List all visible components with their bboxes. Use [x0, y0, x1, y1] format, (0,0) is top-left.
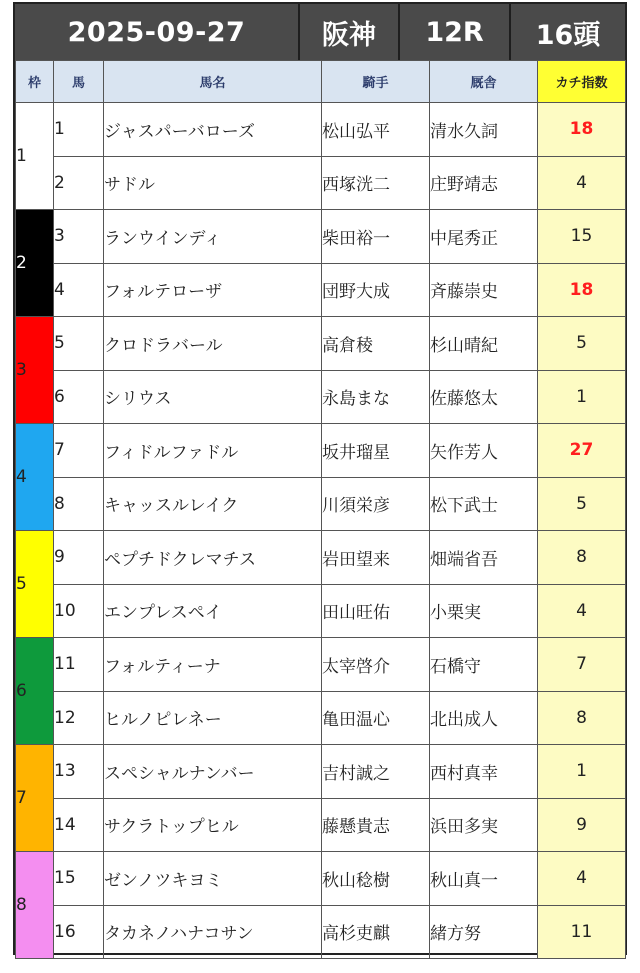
frame-number-cell: 4 [16, 424, 54, 531]
trainer-name: 秋山真一 [430, 852, 538, 906]
jockey-name: 吉村誠之 [322, 745, 430, 799]
horse-name: ジャスパーバローズ [104, 103, 322, 157]
kachi-index-value: 5 [538, 317, 626, 371]
trainer-name: 杉山晴紀 [430, 317, 538, 371]
horse-name: シリウス [104, 370, 322, 424]
horse-name: タカネノハナコサン [104, 905, 322, 959]
table-row [16, 477, 626, 531]
runner-count: 16頭 [535, 19, 601, 51]
kachi-index-value: 15 [538, 210, 626, 264]
frame-number-cell: 8 [16, 852, 54, 959]
table-row [16, 798, 626, 852]
table-row [16, 852, 626, 906]
horse-number: 6 [54, 370, 104, 424]
horse-number: 5 [54, 317, 104, 371]
trainer-name: 石橋守 [430, 638, 538, 692]
jockey-name: 岩田望来 [322, 531, 430, 585]
trainer-name: 北出成人 [430, 691, 538, 745]
horse-number: 4 [54, 263, 104, 317]
trainer-name: 佐藤悠太 [430, 370, 538, 424]
frame-number-cell: 6 [16, 638, 54, 745]
jockey-name: 川須栄彦 [322, 477, 430, 531]
table-row [16, 317, 626, 371]
kachi-index-value: 1 [538, 745, 626, 799]
frame-number-cell: 5 [16, 531, 54, 638]
kachi-index-value: 5 [538, 477, 626, 531]
table-row [16, 745, 626, 799]
kachi-index-value: 4 [538, 852, 626, 906]
frame-number-cell: 2 [16, 210, 54, 317]
horse-number: 2 [54, 156, 104, 210]
table-header-row [16, 61, 626, 103]
col-horse-name: 馬名 [104, 61, 322, 103]
horse-number: 9 [54, 531, 104, 585]
horse-number: 16 [54, 905, 104, 959]
table-row [16, 156, 626, 210]
trainer-name: 斉藤崇史 [430, 263, 538, 317]
jockey-name: 太宰啓介 [322, 638, 430, 692]
kachi-index-value: 9 [538, 798, 626, 852]
horse-name: エンプレスペイ [104, 584, 322, 638]
kachi-index-value: 7 [538, 638, 626, 692]
trainer-name: 畑端省吾 [430, 531, 538, 585]
jockey-name: 田山旺佑 [322, 584, 430, 638]
race-number: 12R [400, 4, 511, 60]
col-kachi-index: カチ指数 [538, 61, 626, 103]
jockey-name: 高杉吏麒 [322, 905, 430, 959]
kachi-index-value: 18 [538, 263, 626, 317]
col-jockey: 騎手 [322, 61, 430, 103]
horse-number: 14 [54, 798, 104, 852]
jockey-name: 柴田裕一 [322, 210, 430, 264]
kachi-index-value: 8 [538, 531, 626, 585]
jockey-name: 永島まな [322, 370, 430, 424]
horse-name: サドル [104, 156, 322, 210]
horse-name: スペシャルナンバー [104, 745, 322, 799]
horse-name: ペプチドクレマチス [104, 531, 322, 585]
table-row [16, 905, 626, 959]
table-row [16, 584, 626, 638]
horse-name: ヒルノピレネー [104, 691, 322, 745]
frame-number-cell: 3 [16, 317, 54, 424]
trainer-name: 庄野靖志 [430, 156, 538, 210]
kachi-index-value: 11 [538, 905, 626, 959]
horse-name: ランウインディ [104, 210, 322, 264]
col-trainer: 厩舎 [430, 61, 538, 103]
race-venue: 阪神 [300, 4, 400, 60]
table-row [16, 531, 626, 585]
trainer-name: 西村真幸 [430, 745, 538, 799]
horse-number: 7 [54, 424, 104, 478]
horse-name: ゼンノツキヨミ [104, 852, 322, 906]
jockey-name: 高倉稜 [322, 317, 430, 371]
horse-number: 13 [54, 745, 104, 799]
col-horse-no: 馬 [54, 61, 104, 103]
horse-number: 3 [54, 210, 104, 264]
table-row [16, 370, 626, 424]
trainer-name: 清水久詞 [430, 103, 538, 157]
kachi-index-value: 4 [538, 156, 626, 210]
table-row [16, 691, 626, 745]
jockey-name: 坂井瑠星 [322, 424, 430, 478]
horse-name: キャッスルレイク [104, 477, 322, 531]
trainer-name: 松下武士 [430, 477, 538, 531]
horse-number: 8 [54, 477, 104, 531]
horse-number: 12 [54, 691, 104, 745]
kachi-index-value: 27 [538, 424, 626, 478]
frame-number-cell: 1 [16, 103, 54, 210]
horse-name: フィドルファドル [104, 424, 322, 478]
jockey-name: 亀田温心 [322, 691, 430, 745]
horse-name: フォルティーナ [104, 638, 322, 692]
kachi-index-value: 4 [538, 584, 626, 638]
race-date: 2025-09-27 [15, 4, 300, 60]
trainer-name: 小栗実 [430, 584, 538, 638]
table-row [16, 638, 626, 692]
horse-number: 11 [54, 638, 104, 692]
table-row [16, 210, 626, 264]
race-card [13, 2, 627, 955]
race-header [15, 4, 625, 60]
entries-body [16, 103, 626, 959]
table-row [16, 263, 626, 317]
jockey-name: 秋山稔樹 [322, 852, 430, 906]
table-row [16, 424, 626, 478]
kachi-index-value: 8 [538, 691, 626, 745]
trainer-name: 浜田多実 [430, 798, 538, 852]
horse-name: サクラトップヒル [104, 798, 322, 852]
entries-table [15, 60, 626, 959]
jockey-name: 団野大成 [322, 263, 430, 317]
table-row [16, 103, 626, 157]
jockey-name: 松山弘平 [322, 103, 430, 157]
jockey-name: 藤懸貴志 [322, 798, 430, 852]
horse-number: 15 [54, 852, 104, 906]
trainer-name: 中尾秀正 [430, 210, 538, 264]
horse-name: クロドラバール [104, 317, 322, 371]
kachi-index-value: 18 [538, 103, 626, 157]
trainer-name: 矢作芳人 [430, 424, 538, 478]
kachi-index-value: 1 [538, 370, 626, 424]
trainer-name: 緒方努 [430, 905, 538, 959]
horse-number: 10 [54, 584, 104, 638]
frame-number-cell: 7 [16, 745, 54, 852]
jockey-name: 西塚洸二 [322, 156, 430, 210]
horse-name: フォルテローザ [104, 263, 322, 317]
col-frame: 枠 [16, 61, 54, 103]
horse-number: 1 [54, 103, 104, 157]
